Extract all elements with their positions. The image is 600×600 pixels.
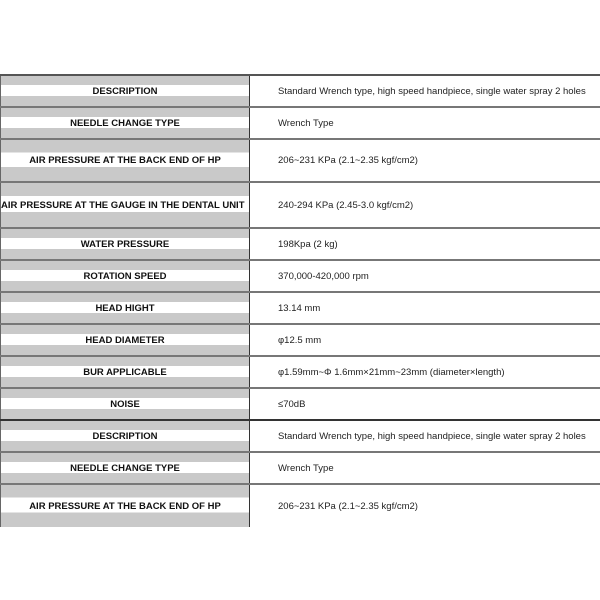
row-value: φ12.5 mm	[278, 334, 322, 346]
row-value: 370,000-420,000 rpm	[278, 270, 369, 282]
row-label: BUR APPLICABLE	[0, 357, 249, 387]
table-row	[0, 261, 600, 293]
row-value: 206~231 KPa (2.1~2.35 kgf/cm2)	[278, 500, 418, 512]
table-row	[0, 389, 600, 421]
row-label: ROTATION SPEED	[0, 261, 249, 291]
row-value: Standard Wrench type, high speed handpiece, single water spray 2 holes	[278, 85, 586, 97]
row-value: 13.14 mm	[278, 302, 321, 314]
row-label: NOISE	[0, 389, 249, 419]
row-label: NEEDLE CHANGE TYPE	[0, 453, 249, 483]
table-row	[0, 485, 600, 527]
row-value: Wrench Type	[278, 117, 334, 129]
row-value: 240-294 KPa (2.45-3.0 kgf/cm2)	[278, 199, 414, 211]
row-label: HEAD HIGHT	[0, 293, 249, 323]
row-value: φ1.59mm~Φ 1.6mm×21mm~23mm (diameter×length)	[278, 366, 505, 378]
table-row	[0, 108, 600, 140]
row-value: ≤70dB	[278, 398, 306, 410]
row-value: 206~231 KPa (2.1~2.35 kgf/cm2)	[278, 155, 418, 166]
row-label: AIR PRESSURE AT THE BACK END OF HP	[0, 485, 249, 527]
spec-table	[0, 74, 600, 527]
table-row	[0, 183, 600, 229]
row-value: 198Kpa (2 kg)	[278, 238, 338, 250]
row-label: DESCRIPTION	[0, 421, 249, 451]
table-row	[0, 76, 600, 108]
table-row	[0, 453, 600, 485]
table-row	[0, 421, 600, 453]
row-label: WATER PRESSURE	[0, 229, 249, 259]
row-label: DESCRIPTION	[0, 76, 249, 106]
row-label: NEEDLE CHANGE TYPE	[0, 108, 249, 138]
row-label: AIR PRESSURE AT THE GAUGE IN THE DENTAL UNIT	[0, 183, 249, 227]
table-row	[0, 357, 600, 389]
table-row	[0, 229, 600, 261]
table-row	[0, 325, 600, 357]
row-label: AIR PRESSURE AT THE BACK END OF HP	[0, 140, 249, 181]
row-value: Wrench Type	[278, 462, 334, 474]
table-row	[0, 140, 600, 183]
row-label: HEAD DIAMETER	[0, 325, 249, 355]
table-row	[0, 293, 600, 325]
row-value: Standard Wrench type, high speed handpiece, single water spray 2 holes	[278, 430, 586, 442]
